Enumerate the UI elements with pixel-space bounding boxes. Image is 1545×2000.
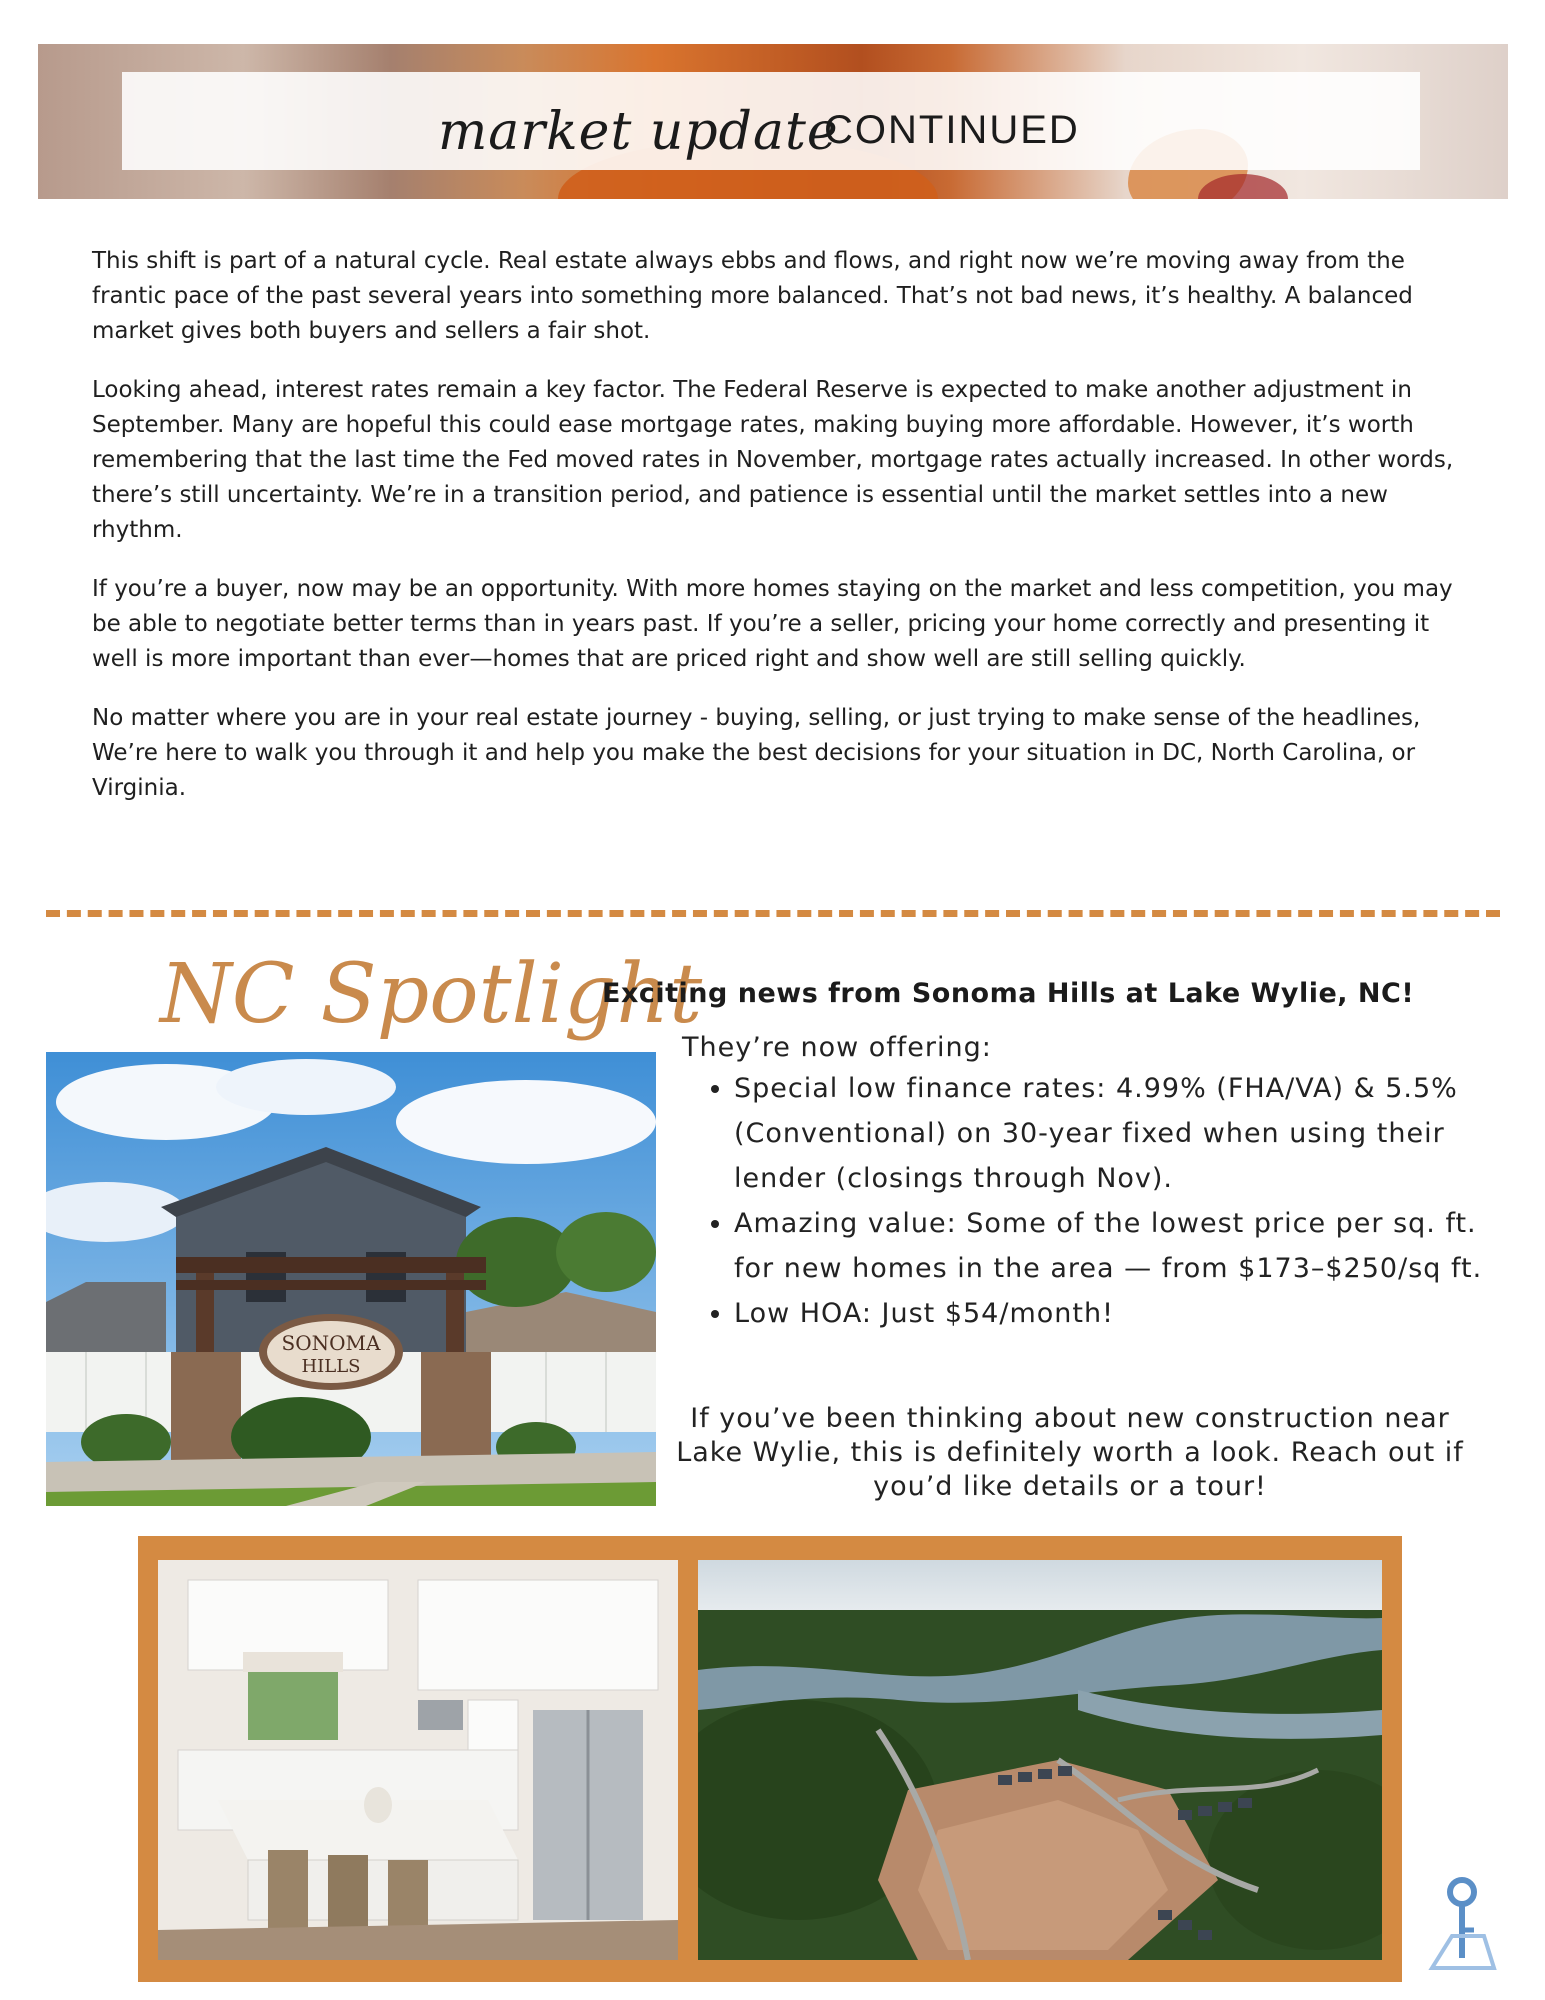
spotlight-headline: Exciting news from Sonoma Hills at Lake Wylie, NC! xyxy=(602,978,1415,1009)
banner-caps-title: CONTINUED xyxy=(824,108,1080,152)
sonoma-hills-entrance-photo xyxy=(46,1052,656,1506)
spotlight-closing: If you’ve been thinking about new construction near Lake Wylie, this is definitely worth a look. Reach out if you’d like details or a tour! xyxy=(676,1403,1464,1502)
kitchen-photo xyxy=(158,1560,678,1960)
list-item: • Special low finance rates: 4.99% (FHA/VA) & 5.5% (Conventional) on 30-year fixed when using their lender (closings through Nov). xyxy=(734,1066,1514,1201)
lake-wylie-aerial-photo xyxy=(698,1560,1382,1960)
offer-intro: They’re now offering: xyxy=(682,1032,992,1063)
paragraph: Looking ahead, interest rates remain a key factor. The Federal Reserve is expected to make another adjustment in September. Many are hopeful this could ease mortgage rates, making buying more affordable. However, it’s worth remembering that the last time the Fed moved rates in November, mortgage rates actually increased. In other words, there’s still uncertainty. We’re in a transition period, and patience is essential until the market settles into a new rhythm. xyxy=(92,377,1454,543)
section-divider xyxy=(46,910,1500,917)
paragraph: This shift is part of a natural cycle. Real estate always ebbs and flows, and right now we’re moving away from the frantic pace of the past several years into something more balanced. That’s not bad news, it’s healthy. A balanced market gives both buyers and sellers a fair shot. xyxy=(92,248,1413,344)
market-update-body xyxy=(92,244,1462,830)
paragraph: No matter where you are in your real estate journey - buying, selling, or just trying to make sense of the headlines, We’re here to walk you through it and help you make the best decisions for your situation in DC, North Carolina, or Virginia. xyxy=(92,705,1421,801)
key-house-logo-icon xyxy=(1428,1870,1498,1980)
list-item: • Amazing value: Some of the lowest price per sq. ft. for new homes in the area — from $173–$250/sq ft. xyxy=(734,1201,1514,1291)
sign-text-hills: HILLS xyxy=(301,1356,361,1377)
sign-text-sonoma: SONOMA xyxy=(281,1331,381,1355)
offer-list xyxy=(698,1066,1514,1336)
paragraph: If you’re a buyer, now may be an opportunity. With more homes staying on the market and less competition, you may be able to negotiate better terms than in years past. If you’re a seller, pricing your home correctly and presenting it well is more important than ever—homes that are priced right and show well are still selling quickly. xyxy=(92,576,1453,672)
header-banner xyxy=(38,44,1508,199)
list-item: • Low HOA: Just $54/month! xyxy=(734,1291,1514,1336)
banner-script-title: market update xyxy=(438,102,839,162)
spotlight-script-title: NC Spotlight xyxy=(160,947,703,1042)
